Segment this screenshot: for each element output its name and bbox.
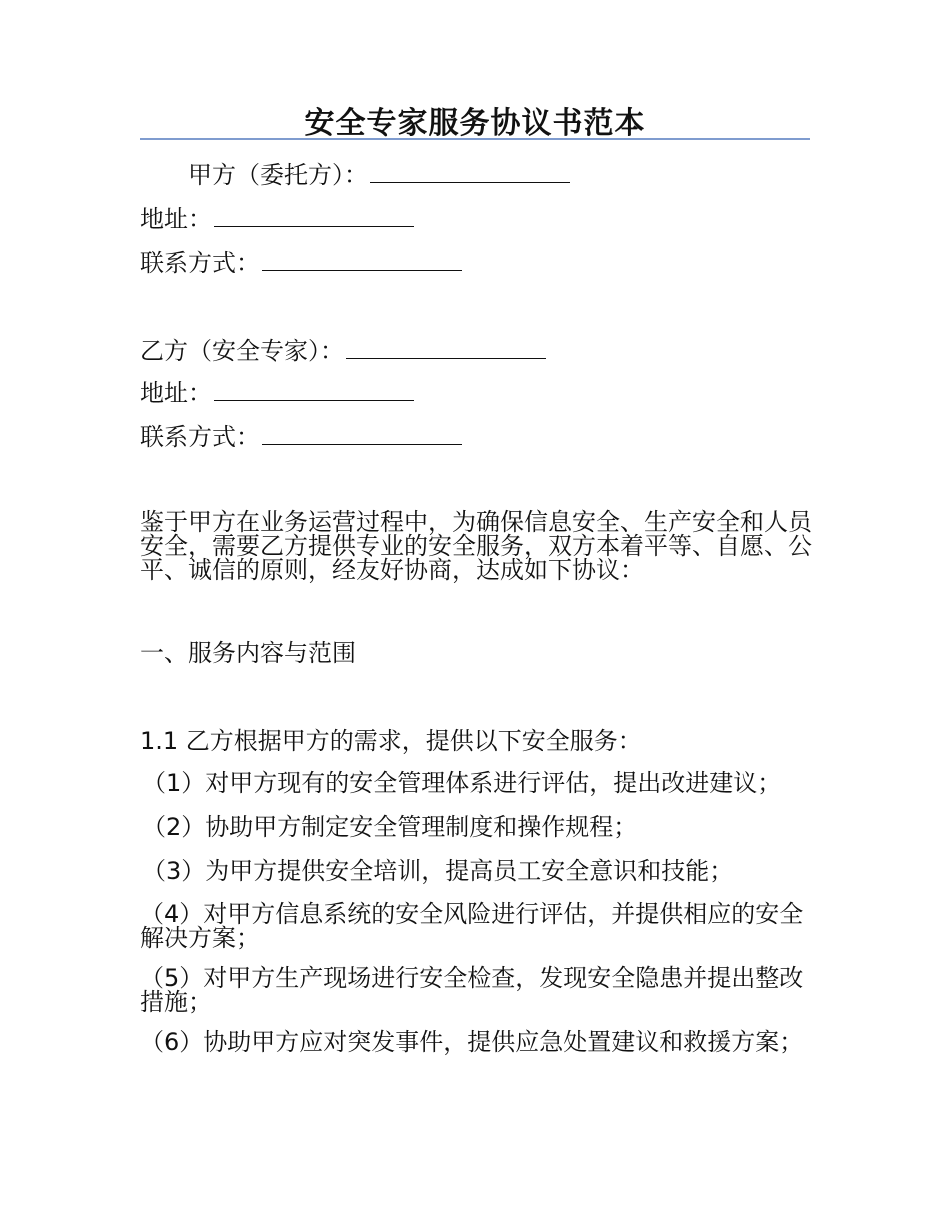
list-item: （3）为甲方提供安全培训，提高员工安全意识和技能； (142, 857, 734, 885)
preamble-paragraph: 鉴于甲方在业务运营过程中，为确保信息安全、生产安全和人员安全，需要乙方提供专业的安全服务，双方本着平等、自愿、公平、诚信的原则，经友好协商，达成如下协议： (140, 508, 812, 584)
title-underline (140, 138, 810, 140)
list-item: （6）协助甲方应对突发事件，提供应急处置建议和救援方案； (140, 1028, 804, 1056)
list-item: （1）对甲方现有的安全管理体系进行评估，提出改进建议； (142, 769, 782, 797)
party-b-line (140, 336, 546, 366)
party-a-address-blank[interactable] (214, 206, 414, 227)
list-item: （4）对甲方信息系统的安全风险进行评估，并提供相应的安全解决方案； (140, 900, 804, 952)
list-item: （5）对甲方生产现场进行安全检查，发现安全隐患并提出整改措施； (140, 964, 804, 1016)
party-a-address-line (140, 204, 414, 234)
party-b-contact-label: 联系方式： (140, 423, 260, 451)
party-a-contact-label: 联系方式： (140, 249, 260, 277)
party-a-name-blank[interactable] (370, 162, 570, 183)
party-a-contact-line (140, 248, 462, 278)
party-a-line (188, 160, 570, 190)
party-a-address-label: 地址： (140, 205, 212, 233)
party-b-label: 乙方（安全专家）： (140, 337, 344, 365)
party-b-name-blank[interactable] (346, 338, 546, 359)
party-b-address-label: 地址： (140, 379, 212, 407)
party-b-address-line (140, 378, 414, 408)
document-title: 安全专家服务协议书范本 (304, 106, 646, 141)
party-a-contact-blank[interactable] (262, 250, 462, 271)
list-item: （2）协助甲方制定安全管理制度和操作规程； (142, 813, 638, 841)
clause-1-1: 1.1 乙方根据甲方的需求，提供以下安全服务： (140, 727, 642, 755)
party-b-contact-blank[interactable] (262, 424, 462, 445)
party-b-contact-line (140, 422, 462, 452)
section-1-heading: 一、服务内容与范围 (140, 639, 356, 667)
party-b-address-blank[interactable] (214, 380, 414, 401)
party-a-label: 甲方（委托方）： (188, 161, 368, 189)
